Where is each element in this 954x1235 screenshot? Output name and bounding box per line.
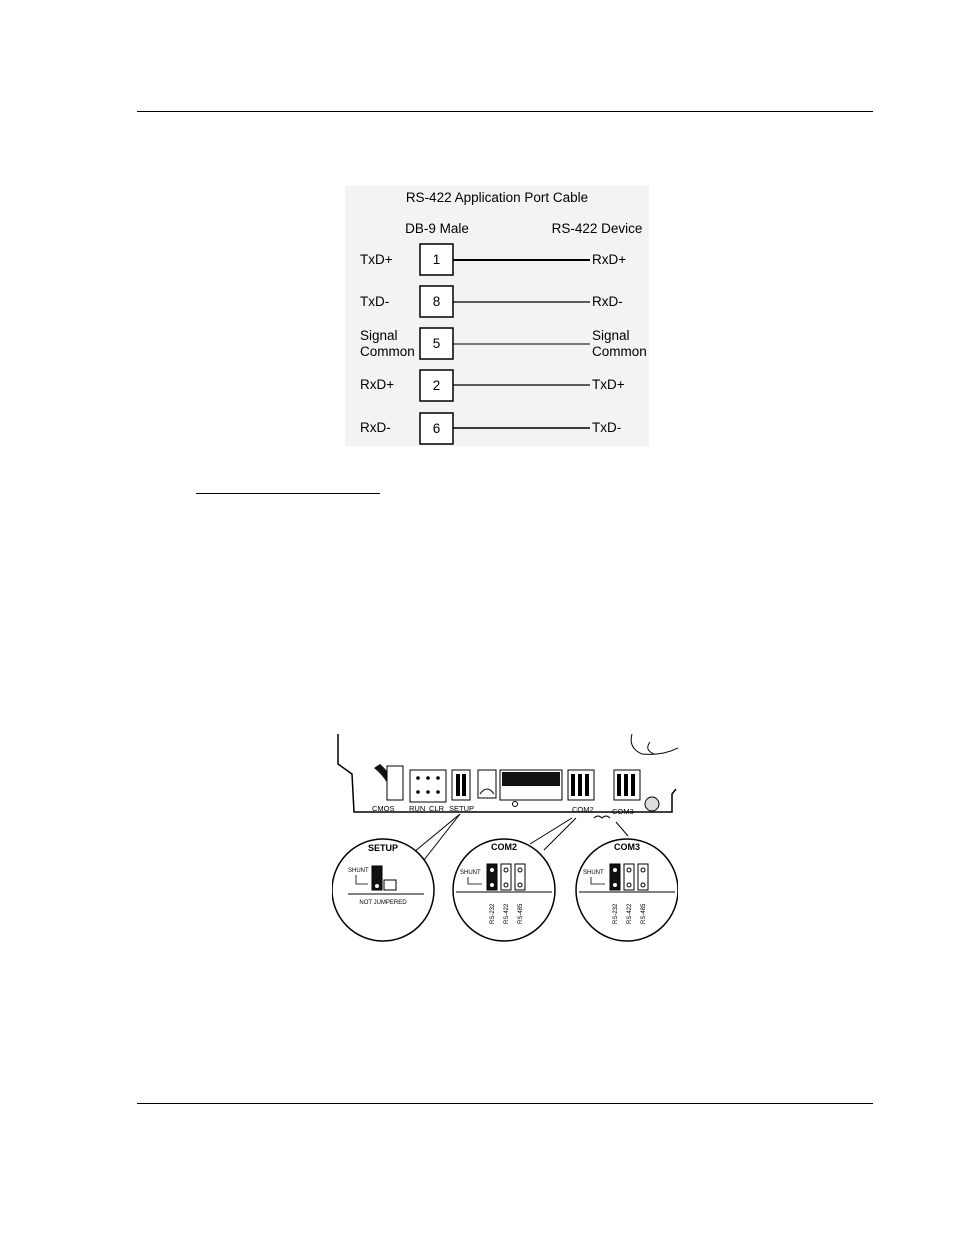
pin-number-3: 5 [432, 336, 441, 351]
board-label-setup: SETUP [449, 804, 475, 813]
left-label-5: RxD- [360, 420, 391, 435]
left-label-2: TxD- [360, 294, 390, 309]
board-label-com2: COM2 [572, 805, 594, 814]
com2-option-rs232: RS-232 [490, 903, 496, 924]
right-label-1: RxD+ [592, 252, 627, 267]
com3-title: COM3 [613, 842, 641, 852]
com2-option-rs422: RS-422 [504, 903, 510, 924]
board-label-clr: CLR [429, 804, 445, 813]
right-label-4: TxD+ [592, 377, 625, 392]
setup-shunt-label: SHUNT [348, 868, 369, 874]
underlined-heading-line [196, 493, 380, 494]
pin-number-2: 8 [432, 294, 441, 309]
com2-title: COM2 [490, 842, 518, 852]
right-label-2: RxD- [592, 294, 623, 309]
com2-option-rs485: RS-485 [518, 903, 524, 924]
com3-option-rs232: RS-232 [613, 903, 619, 924]
board-label-run: RUN [409, 804, 426, 813]
right-label-3a: Signal [592, 328, 630, 343]
right-header: RS-422 Device [551, 221, 643, 236]
setup-title: SETUP [367, 843, 399, 853]
setup-status: NOT JUMPERED [359, 900, 407, 906]
left-label-3b: Common [360, 344, 415, 359]
cable-diagram [345, 186, 649, 446]
header-rule [137, 111, 873, 112]
left-label-4: RxD+ [360, 377, 395, 392]
left-label-1: TxD+ [360, 252, 393, 267]
pin-number-5: 6 [432, 421, 441, 436]
com3-shunt-label: SHUNT [583, 870, 604, 876]
jumper-figure [332, 734, 678, 949]
pin-number-1: 1 [432, 252, 441, 267]
diagram-title: RS-422 Application Port Cable [405, 190, 589, 205]
setup-detail-circle [332, 839, 434, 941]
right-label-5: TxD- [592, 420, 622, 435]
pin-number-4: 2 [432, 378, 441, 393]
board-label-cmos: CMOS [372, 804, 395, 813]
left-header: DB-9 Male [405, 221, 469, 236]
footer-rule [137, 1103, 873, 1104]
com3-option-rs485: RS-485 [641, 903, 647, 924]
right-label-3b: Common [592, 344, 647, 359]
left-label-3a: Signal [360, 328, 398, 343]
com3-option-rs422: RS-422 [627, 903, 633, 924]
com2-shunt-label: SHUNT [460, 870, 481, 876]
board-label-com3: COM3 [612, 807, 634, 816]
